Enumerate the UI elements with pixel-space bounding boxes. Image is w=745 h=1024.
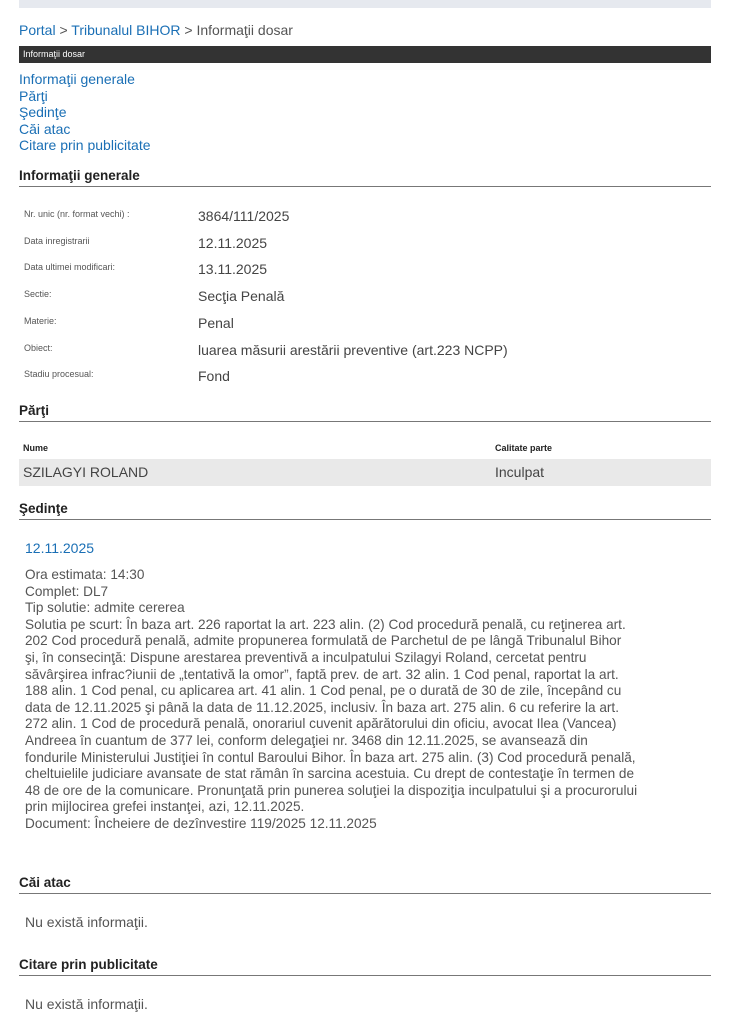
- hearing-solution-line: 48 de ore de la comunicare. Pronunţată prin punerea soluţiei la dispoziţia inculpatului şi a procurorului: [25, 782, 638, 798]
- column-header-name: Nume: [23, 443, 49, 453]
- citare-empty-message: Nu există informaţii.: [25, 996, 148, 1012]
- breadcrumb-separator: >: [59, 22, 68, 38]
- party-role: Inculpat: [495, 464, 545, 480]
- section-heading-general: Informaţii generale: [19, 168, 711, 187]
- hearing-solution-line: 188 alin. 1 Cod penal, cu aplicarea art. 41 alin. 1 Cod penal, pe o durată de 30 de zile, începând cu: [25, 683, 622, 699]
- info-row: [19, 343, 711, 370]
- info-value: Penal: [198, 314, 234, 331]
- general-info-table: [19, 209, 711, 399]
- breadcrumb-portal-link[interactable]: Portal: [19, 22, 56, 38]
- info-value: 12.11.2025: [198, 234, 268, 251]
- cai-atac-empty-message: Nu există informaţii.: [25, 914, 148, 930]
- hearing-solution-line: Andreea în cuantum de 377 lei, conform delegaţiei nr. 3468 din 12.11.2025, se avansează din: [25, 732, 588, 748]
- hearing-solution-line: şi, în consecinţă: Dispune arestarea preventivă a inculpatului Szilagyi Roland, cercetat pentru: [25, 649, 587, 665]
- info-value: Fond: [198, 368, 230, 385]
- section-heading-sedinte: Şedinţe: [19, 501, 711, 520]
- info-label: Data inregistrarii: [24, 235, 90, 246]
- section-title-bar: Informaţii dosar: [19, 46, 711, 63]
- hearing-solution-line: cheltuielile judiciare avansate de stat rămân în sarcina acestuia. Cu drept de contestaţie în termen de: [25, 766, 635, 782]
- info-row: [19, 236, 711, 263]
- info-row: [19, 316, 711, 343]
- hearing-solution-line: 202 Cod procedură penală, admite propunerea formulată de Parchetul de pe lângă Tribunalul Bihor: [25, 633, 622, 649]
- hearing-solution-line: fondurile Ministerului Justiţiei în contul Baroului Bihor. În baza art. 275 alin. (3) Cod procedură penală,: [25, 749, 636, 765]
- hearing-solution-line: data de 12.11.2025 şi până la data de 11.12.2025, inclusiv. În baza art. 275 alin. 6 cu referire la art.: [25, 699, 619, 715]
- nav-link-cai-atac[interactable]: Căi atac: [19, 120, 71, 137]
- page-nav: [19, 71, 151, 154]
- breadcrumb-court-link[interactable]: Tribunalul BIHOR: [71, 22, 181, 38]
- section-heading-parti: Părţi: [19, 403, 711, 422]
- hearing-solution-line: 272 alin. 1 Cod de procedură penală, onorariul cuvenit apărătorului din oficiu, avocat Ilea (Vancea): [25, 716, 617, 732]
- hearing-solution-line: prin mijlocirea grefei instanţei, azi, 12.11.2025.: [25, 799, 305, 815]
- hearing-solution-type: Tip solutie: admite cererea: [25, 600, 185, 616]
- info-label: Stadiu procesual:: [24, 369, 94, 380]
- hearing-time: Ora estimata: 14:30: [25, 567, 145, 582]
- info-value: luarea măsurii arestării preventive (art.223 NCPP): [198, 341, 508, 358]
- info-row: [19, 209, 711, 236]
- info-row: [19, 369, 711, 396]
- hearing-solution-line: săvârşirea infrac?iunii de „tentativă la omor”, faptă prev. de art. 32 alin. 1 Cod penal, raportat la art.: [25, 666, 619, 682]
- info-row: [19, 262, 711, 289]
- info-label: Data ultimei modificari:: [24, 262, 116, 273]
- info-label: Materie:: [24, 315, 57, 326]
- party-name: SZILAGYI ROLAND: [23, 464, 149, 480]
- table-row: [19, 459, 711, 486]
- top-strip: [19, 0, 711, 8]
- breadcrumb: [19, 22, 293, 38]
- section-heading-citare: Citare prin publicitate: [19, 957, 711, 976]
- info-value: 13.11.2025: [198, 261, 268, 278]
- nav-link-informatii-generale[interactable]: Informaţii generale: [19, 71, 135, 87]
- hearing-panel: Complet: DL7: [25, 583, 109, 599]
- nav-link-citare[interactable]: Citare prin publicitate: [19, 137, 151, 154]
- info-row: [19, 289, 711, 316]
- hearing-details: [25, 567, 711, 833]
- nav-link-parti[interactable]: Părţi: [19, 87, 48, 104]
- info-label: Sectie:: [24, 289, 52, 300]
- hearing-solution-line: Solutia pe scurt: În baza art. 226 raportat la art. 223 alin. (2) Cod procedură penală, cu reţinerea art.: [25, 616, 626, 632]
- info-value: Secţia Penală: [198, 288, 285, 305]
- hearing-date-link[interactable]: 12.11.2025: [25, 540, 95, 556]
- section-heading-cai-atac: Căi atac: [19, 875, 711, 894]
- parti-table-header: [19, 443, 711, 455]
- breadcrumb-separator: >: [184, 22, 193, 38]
- info-label: Obiect:: [24, 342, 53, 353]
- breadcrumb-current: Informaţii dosar: [196, 22, 293, 38]
- info-value: 3864/111/2025: [198, 208, 290, 224]
- nav-link-sedinte[interactable]: Şedinţe: [19, 104, 67, 121]
- info-label: Nr. unic (nr. format vechi) :: [24, 209, 130, 219]
- hearing-document: Document: Încheiere de dezînvestire 119/2025 12.11.2025: [25, 815, 377, 831]
- column-header-role: Calitate parte: [495, 443, 553, 453]
